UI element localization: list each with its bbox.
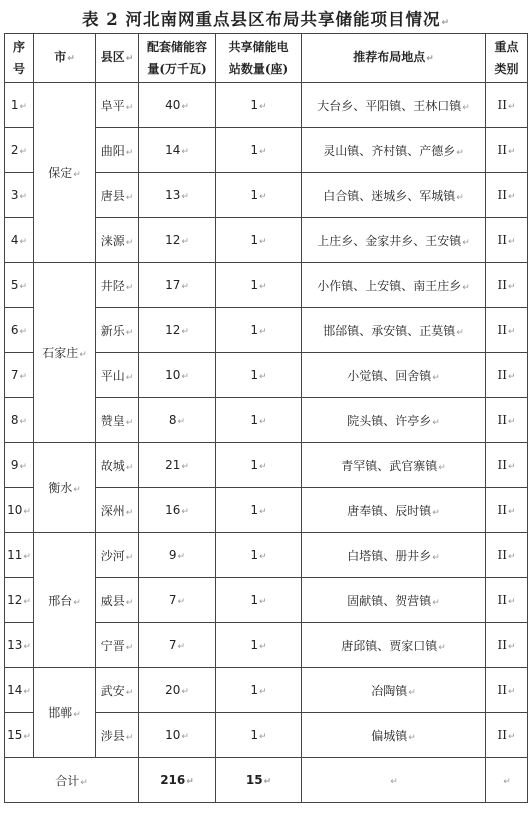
paragraph-mark: ↵ [125,552,134,563]
paragraph-mark: ↵ [263,777,272,787]
paragraph-mark: ↵ [125,507,134,518]
cell-location: 上庄乡、金家井乡、王安镇↵ [302,218,486,263]
paragraph-mark: ↵ [408,732,416,743]
cell-category: II↵ [486,533,528,578]
cell-county: 唐县↵ [96,173,139,218]
header-location: 推荐布局地点↵ [302,34,486,83]
paragraph-mark: ↵ [507,372,516,382]
cell-county: 曲阳↵ [96,128,139,173]
paragraph-mark: ↵ [259,417,267,427]
paragraph-mark: ↵ [23,552,31,562]
paragraph-mark: ↵ [125,147,134,158]
cell-location: 小作镇、上安镇、南王庄乡↵ [302,263,486,308]
cell-total-category [486,758,528,803]
cell-county: 涉县↵ [96,713,139,758]
table-row [5,533,528,578]
cell-category: II↵ [486,353,528,398]
paragraph-mark: ↵ [23,687,31,697]
cell-stations: 1↵ [216,173,302,218]
paragraph-mark: ↵ [73,485,81,495]
cell-capacity: 40↵ [139,83,216,128]
cell-capacity: 16↵ [139,488,216,533]
paragraph-mark: ↵ [462,282,470,293]
cell-category: II↵ [486,578,528,623]
cell-stations: 1↵ [216,308,302,353]
paragraph-mark: ↵ [23,597,31,607]
paragraph-mark: ↵ [19,327,28,337]
cell-location: 灵山镇、齐村镇、产德乡↵ [302,128,486,173]
paragraph-mark: ↵ [19,102,28,112]
paragraph-mark: ↵ [507,642,516,652]
paragraph-mark: ↵ [186,777,194,787]
paragraph-mark: ↵ [181,687,189,697]
cell-capacity: 9↵ [139,533,216,578]
paragraph-mark: ↵ [507,732,516,742]
paragraph-mark: ↵ [259,192,267,202]
paragraph-mark: ↵ [181,732,189,742]
cell-seq: 15↵ [5,713,34,758]
table-row [5,668,528,713]
paragraph-mark: ↵ [19,372,28,382]
paragraph-mark: ↵ [259,372,267,382]
paragraph-mark: ↵ [259,327,267,337]
paragraph-mark: ↵ [456,327,464,338]
cell-stations: 1↵ [216,443,302,488]
cell-capacity: 12↵ [139,218,216,263]
paragraph-mark: ↵ [432,552,440,563]
paragraph-mark: ↵ [125,642,134,653]
cell-total-capacity: 216↵ [139,758,216,803]
cell-capacity: 17↵ [139,263,216,308]
cell-capacity: 14↵ [139,128,216,173]
paragraph-mark: ↵ [73,597,81,608]
cell-seq: 9↵ [5,443,34,488]
cell-location: 青罕镇、武官寨镇↵ [302,443,486,488]
paragraph-mark: ↵ [177,642,186,652]
paragraph-mark: ↵ [125,597,134,608]
paragraph-mark: ↵ [125,462,134,473]
paragraph-mark: ↵ [259,687,267,697]
paragraph-mark: ↵ [259,147,267,157]
cell-seq: 5↵ [5,263,34,308]
cell-location: 偏城镇↵ [302,713,486,758]
cell-total-location [302,758,486,803]
paragraph-mark: ↵ [438,462,446,473]
paragraph-mark: ↵ [19,282,28,292]
paragraph-mark: ↵ [23,642,31,652]
paragraph-mark: ↵ [181,147,189,157]
paragraph-mark: ↵ [181,282,189,292]
cell-location: 大台乡、平阳镇、王林口镇↵ [302,83,486,128]
paragraph-mark: ↵ [456,147,464,158]
paragraph-mark: ↵ [177,597,186,607]
cell-location: 唐邱镇、贾家口镇↵ [302,623,486,668]
total-row [5,758,528,803]
paragraph-mark: ↵ [181,507,189,517]
paragraph-mark: ↵ [390,777,398,787]
cell-category: II↵ [486,128,528,173]
paragraph-mark: ↵ [19,192,28,202]
cell-total-stations: 15↵ [216,758,302,803]
paragraph-mark: ↵ [19,462,28,472]
paragraph-mark: ↵ [438,642,446,653]
header-stations: 共享储能电 站数量(座) [216,34,302,83]
paragraph-mark: ↵ [259,462,267,472]
cell-seq: 14↵ [5,668,34,713]
cell-seq: 3↵ [5,173,34,218]
cell-category: II↵ [486,488,528,533]
paragraph-mark: ↵ [177,552,186,562]
header-row [5,34,528,83]
paragraph-mark: ↵ [23,507,31,517]
paragraph-mark: ↵ [259,597,267,607]
cell-capacity: 12↵ [139,308,216,353]
paragraph-mark: ↵ [19,147,28,157]
cell-county: 井陉↵ [96,263,139,308]
paragraph-mark: ↵ [181,372,189,382]
table-row [5,263,528,308]
cell-county: 宁晋↵ [96,623,139,668]
cell-stations: 1↵ [216,668,302,713]
header-capacity: 配套储能容 量(万千瓦) [139,34,216,83]
cell-stations: 1↵ [216,263,302,308]
paragraph-mark: ↵ [507,417,516,427]
paragraph-mark: ↵ [125,417,134,428]
paragraph-mark: ↵ [125,327,134,338]
paragraph-mark: ↵ [19,237,28,247]
cell-capacity: 7↵ [139,578,216,623]
cell-stations: 1↵ [216,218,302,263]
header-city: 市↵ [34,34,96,83]
cell-location: 白合镇、迷城乡、军城镇↵ [302,173,486,218]
header-category: 重点 类别 [486,34,528,83]
cell-county: 新乐↵ [96,308,139,353]
table-row [5,83,528,128]
cell-county: 赞皇↵ [96,398,139,443]
cell-category: II↵ [486,398,528,443]
table-body [5,83,528,803]
header-county: 县区↵ [96,34,139,83]
paragraph-mark: ↵ [259,732,267,742]
paragraph-mark: ↵ [181,462,189,472]
cell-category: II↵ [486,308,528,353]
cell-capacity: 13↵ [139,173,216,218]
paragraph-mark: ↵ [259,282,267,292]
cell-category: II↵ [486,83,528,128]
cell-stations: 1↵ [216,353,302,398]
cell-location: 小觉镇、回舍镇↵ [302,353,486,398]
cell-city: 邯郸↵ [34,668,96,758]
cell-category: II↵ [486,713,528,758]
cell-stations: 1↵ [216,623,302,668]
cell-category: II↵ [486,443,528,488]
paragraph-mark: ↵ [73,710,81,720]
paragraph-mark: ↵ [125,237,134,248]
cell-capacity: 21↵ [139,443,216,488]
paragraph-mark: ↵ [181,102,189,112]
paragraph-mark: ↵ [125,192,134,203]
cell-stations: 1↵ [216,488,302,533]
cell-capacity: 10↵ [139,353,216,398]
cell-seq: 8↵ [5,398,34,443]
cell-seq: 7↵ [5,353,34,398]
cell-stations: 1↵ [216,83,302,128]
paragraph-mark: ↵ [507,102,516,112]
cell-stations: 1↵ [216,128,302,173]
cell-city: 衡水↵ [34,443,96,533]
paragraph-mark: ↵ [462,237,470,248]
paragraph-mark: ↵ [259,237,267,247]
cell-capacity: 10↵ [139,713,216,758]
paragraph-mark: ↵ [125,282,134,293]
cell-county: 平山↵ [96,353,139,398]
cell-city: 保定↵ [34,83,96,263]
cell-county: 沙河↵ [96,533,139,578]
paragraph-mark: ↵ [408,687,416,698]
table-row [5,443,528,488]
paragraph-mark: ↵ [507,552,516,562]
cell-category: II↵ [486,263,528,308]
cell-seq: 11↵ [5,533,34,578]
paragraph-mark: ↵ [177,417,186,427]
cell-location: 固献镇、贺营镇↵ [302,578,486,623]
paragraph-mark: ↵ [23,732,31,742]
paragraph-mark: ↵ [507,147,516,157]
paragraph-mark: ↵ [432,507,440,518]
paragraph-mark: ↵ [79,350,87,360]
paragraph-mark: ↵ [259,507,267,517]
paragraph-mark: ↵ [507,192,516,202]
paragraph-mark: ↵ [181,192,189,202]
cell-location: 唐奉镇、辰时镇↵ [302,488,486,533]
paragraph-mark: ↵ [507,597,516,607]
paragraph-mark: ↵ [181,327,189,337]
paragraph-mark: ↵ [80,777,88,788]
cell-capacity: 7↵ [139,623,216,668]
paragraph-mark: ↵ [507,327,516,337]
paragraph-mark: ↵ [19,417,28,427]
paragraph-mark: ↵ [507,462,516,472]
cell-seq: 4↵ [5,218,34,263]
cell-county: 武安↵ [96,668,139,713]
cell-county: 故城↵ [96,443,139,488]
paragraph-mark: ↵ [73,170,81,180]
paragraph-mark: ↵ [507,507,516,517]
cell-category: II↵ [486,623,528,668]
paragraph-mark: ↵ [125,372,134,383]
cell-capacity: 20↵ [139,668,216,713]
cell-category: II↵ [486,218,528,263]
cell-city: 石家庄↵ [34,263,96,443]
cell-city: 邢台↵ [34,533,96,668]
cell-category: II↵ [486,668,528,713]
paragraph-mark: ↵ [125,102,134,113]
paragraph-mark: ↵ [432,372,440,383]
cell-stations: 1↵ [216,398,302,443]
paragraph-mark: ↵ [441,18,451,28]
cell-seq: 6↵ [5,308,34,353]
paragraph-mark: ↵ [503,777,511,787]
cell-seq: 12↵ [5,578,34,623]
cell-total-label: 合计↵ [5,758,139,803]
cell-county: 涞源↵ [96,218,139,263]
paragraph-mark: ↵ [507,282,516,292]
cell-location: 冶陶镇↵ [302,668,486,713]
cell-stations: 1↵ [216,713,302,758]
cell-seq: 10↵ [5,488,34,533]
cell-category: II↵ [486,173,528,218]
cell-stations: 1↵ [216,533,302,578]
paragraph-mark: ↵ [181,237,189,247]
paragraph-mark: ↵ [125,687,134,698]
paragraph-mark: ↵ [259,552,267,562]
paragraph-mark: ↵ [259,642,267,652]
cell-location: 院头镇、许亭乡↵ [302,398,486,443]
paragraph-mark: ↵ [507,687,516,697]
paragraph-mark: ↵ [462,102,470,113]
table-title: 表 2 河北南网重点县区布局共享储能项目情况↵ [81,10,451,29]
cell-location: 邯邰镇、承安镇、正莫镇↵ [302,308,486,353]
paragraph-mark: ↵ [125,732,134,743]
paragraph-mark: ↵ [432,417,440,428]
cell-seq: 2↵ [5,128,34,173]
storage-projects-table [4,33,528,803]
paragraph-mark: ↵ [259,102,267,112]
cell-county: 阜平↵ [96,83,139,128]
paragraph-mark: ↵ [507,237,516,247]
cell-seq: 1↵ [5,83,34,128]
paragraph-mark: ↵ [432,597,440,608]
cell-county: 深州↵ [96,488,139,533]
cell-location: 白塔镇、册井乡↵ [302,533,486,578]
cell-county: 威县↵ [96,578,139,623]
cell-seq: 13↵ [5,623,34,668]
header-seq: 序 号 [5,34,34,83]
paragraph-mark: ↵ [456,192,464,203]
cell-stations: 1↵ [216,578,302,623]
cell-capacity: 8↵ [139,398,216,443]
